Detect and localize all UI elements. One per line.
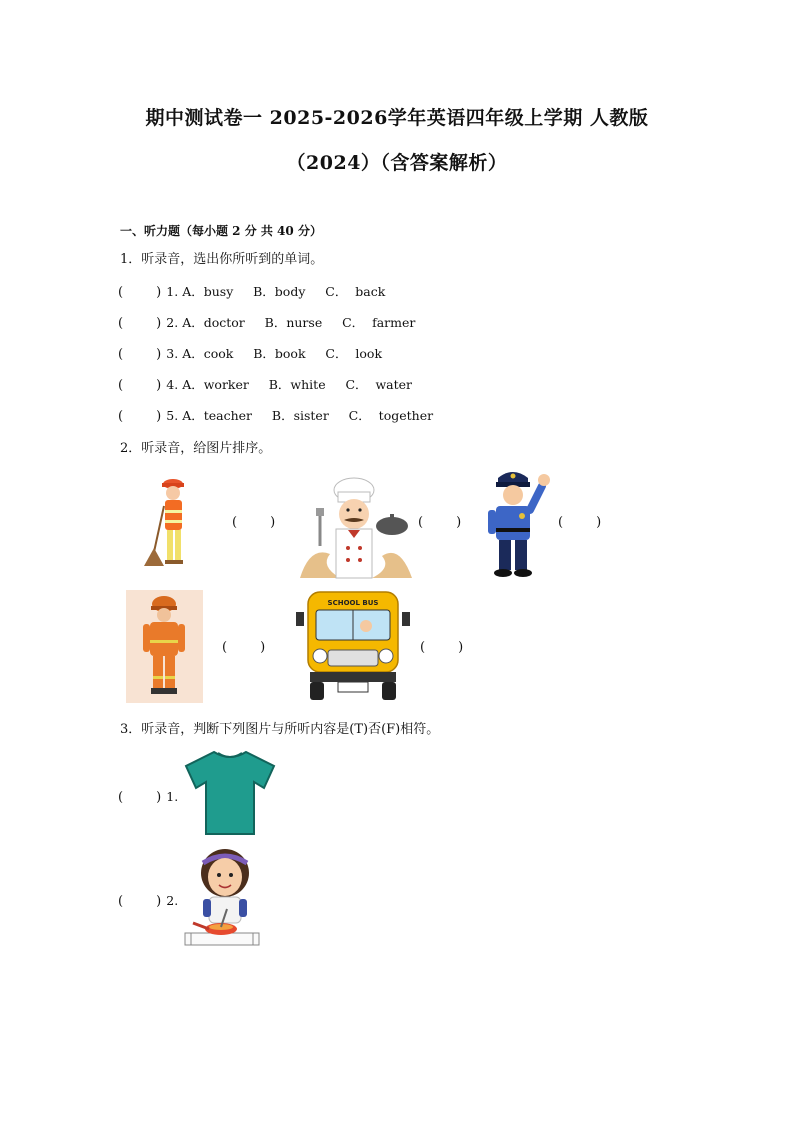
girl-cooking-icon	[183, 845, 263, 948]
picture-bracket[interactable]: ( )	[222, 640, 266, 655]
answer-bracket[interactable]: ( )	[118, 347, 162, 362]
q1-item-options: 5. A．teacher B．sister C． together	[166, 408, 434, 423]
picture-bracket[interactable]: ( )	[232, 515, 276, 530]
page-title: 期中测试卷一 2025-2026学年英语四年级上学期 人教版	[145, 107, 649, 129]
q1-item-options: 2. A．doctor B．nurse C． farmer	[166, 315, 416, 330]
firefighter-icon	[126, 590, 203, 703]
chef-icon	[300, 476, 412, 578]
q1-item-5	[118, 405, 433, 424]
school-bus-icon	[294, 588, 412, 704]
answer-bracket[interactable]: ( )	[118, 285, 162, 300]
q1-item-options: 1. A．busy B．body C． back	[166, 284, 386, 299]
question-1-prompt: 1．听录音，选出你所听到的单词。	[120, 252, 324, 267]
police-officer-icon	[484, 464, 554, 579]
q3-item-number: 2.	[166, 893, 179, 908]
q3-item-2	[118, 890, 178, 909]
answer-bracket[interactable]: ( )	[118, 378, 162, 393]
answer-bracket[interactable]: ( )	[118, 316, 162, 331]
page-subtitle: （2024）（含答案解析）	[286, 152, 508, 174]
q1-item-options: 4. A．worker B．white C． water	[166, 377, 413, 392]
question-3-prompt: 3．听录音，判断下列图片与所听内容是(T)否(F)相符。	[120, 722, 440, 737]
t-shirt-icon	[184, 748, 276, 836]
q1-item-3	[118, 343, 382, 362]
street-cleaner-icon	[140, 474, 195, 569]
q1-item-4	[118, 374, 412, 393]
answer-bracket[interactable]: ( )	[118, 409, 162, 424]
answer-bracket[interactable]: ( )	[118, 894, 162, 909]
picture-bracket[interactable]: ( )	[418, 515, 462, 530]
q3-item-number: 1.	[166, 789, 179, 804]
answer-bracket[interactable]: ( )	[118, 790, 162, 805]
q1-item-2	[118, 312, 415, 331]
picture-bracket[interactable]: ( )	[420, 640, 464, 655]
bus-sign: SCHOOL BUS	[327, 599, 379, 607]
picture-bracket[interactable]: ( )	[558, 515, 602, 530]
q3-item-1	[118, 786, 178, 805]
section-heading: 一、听力题（每小题 2 分 共 40 分）	[120, 224, 322, 238]
q1-item-options: 3. A．cook B．book C． look	[166, 346, 383, 361]
q1-item-1	[118, 281, 385, 300]
question-2-prompt: 2．听录音，给图片排序。	[120, 441, 272, 456]
